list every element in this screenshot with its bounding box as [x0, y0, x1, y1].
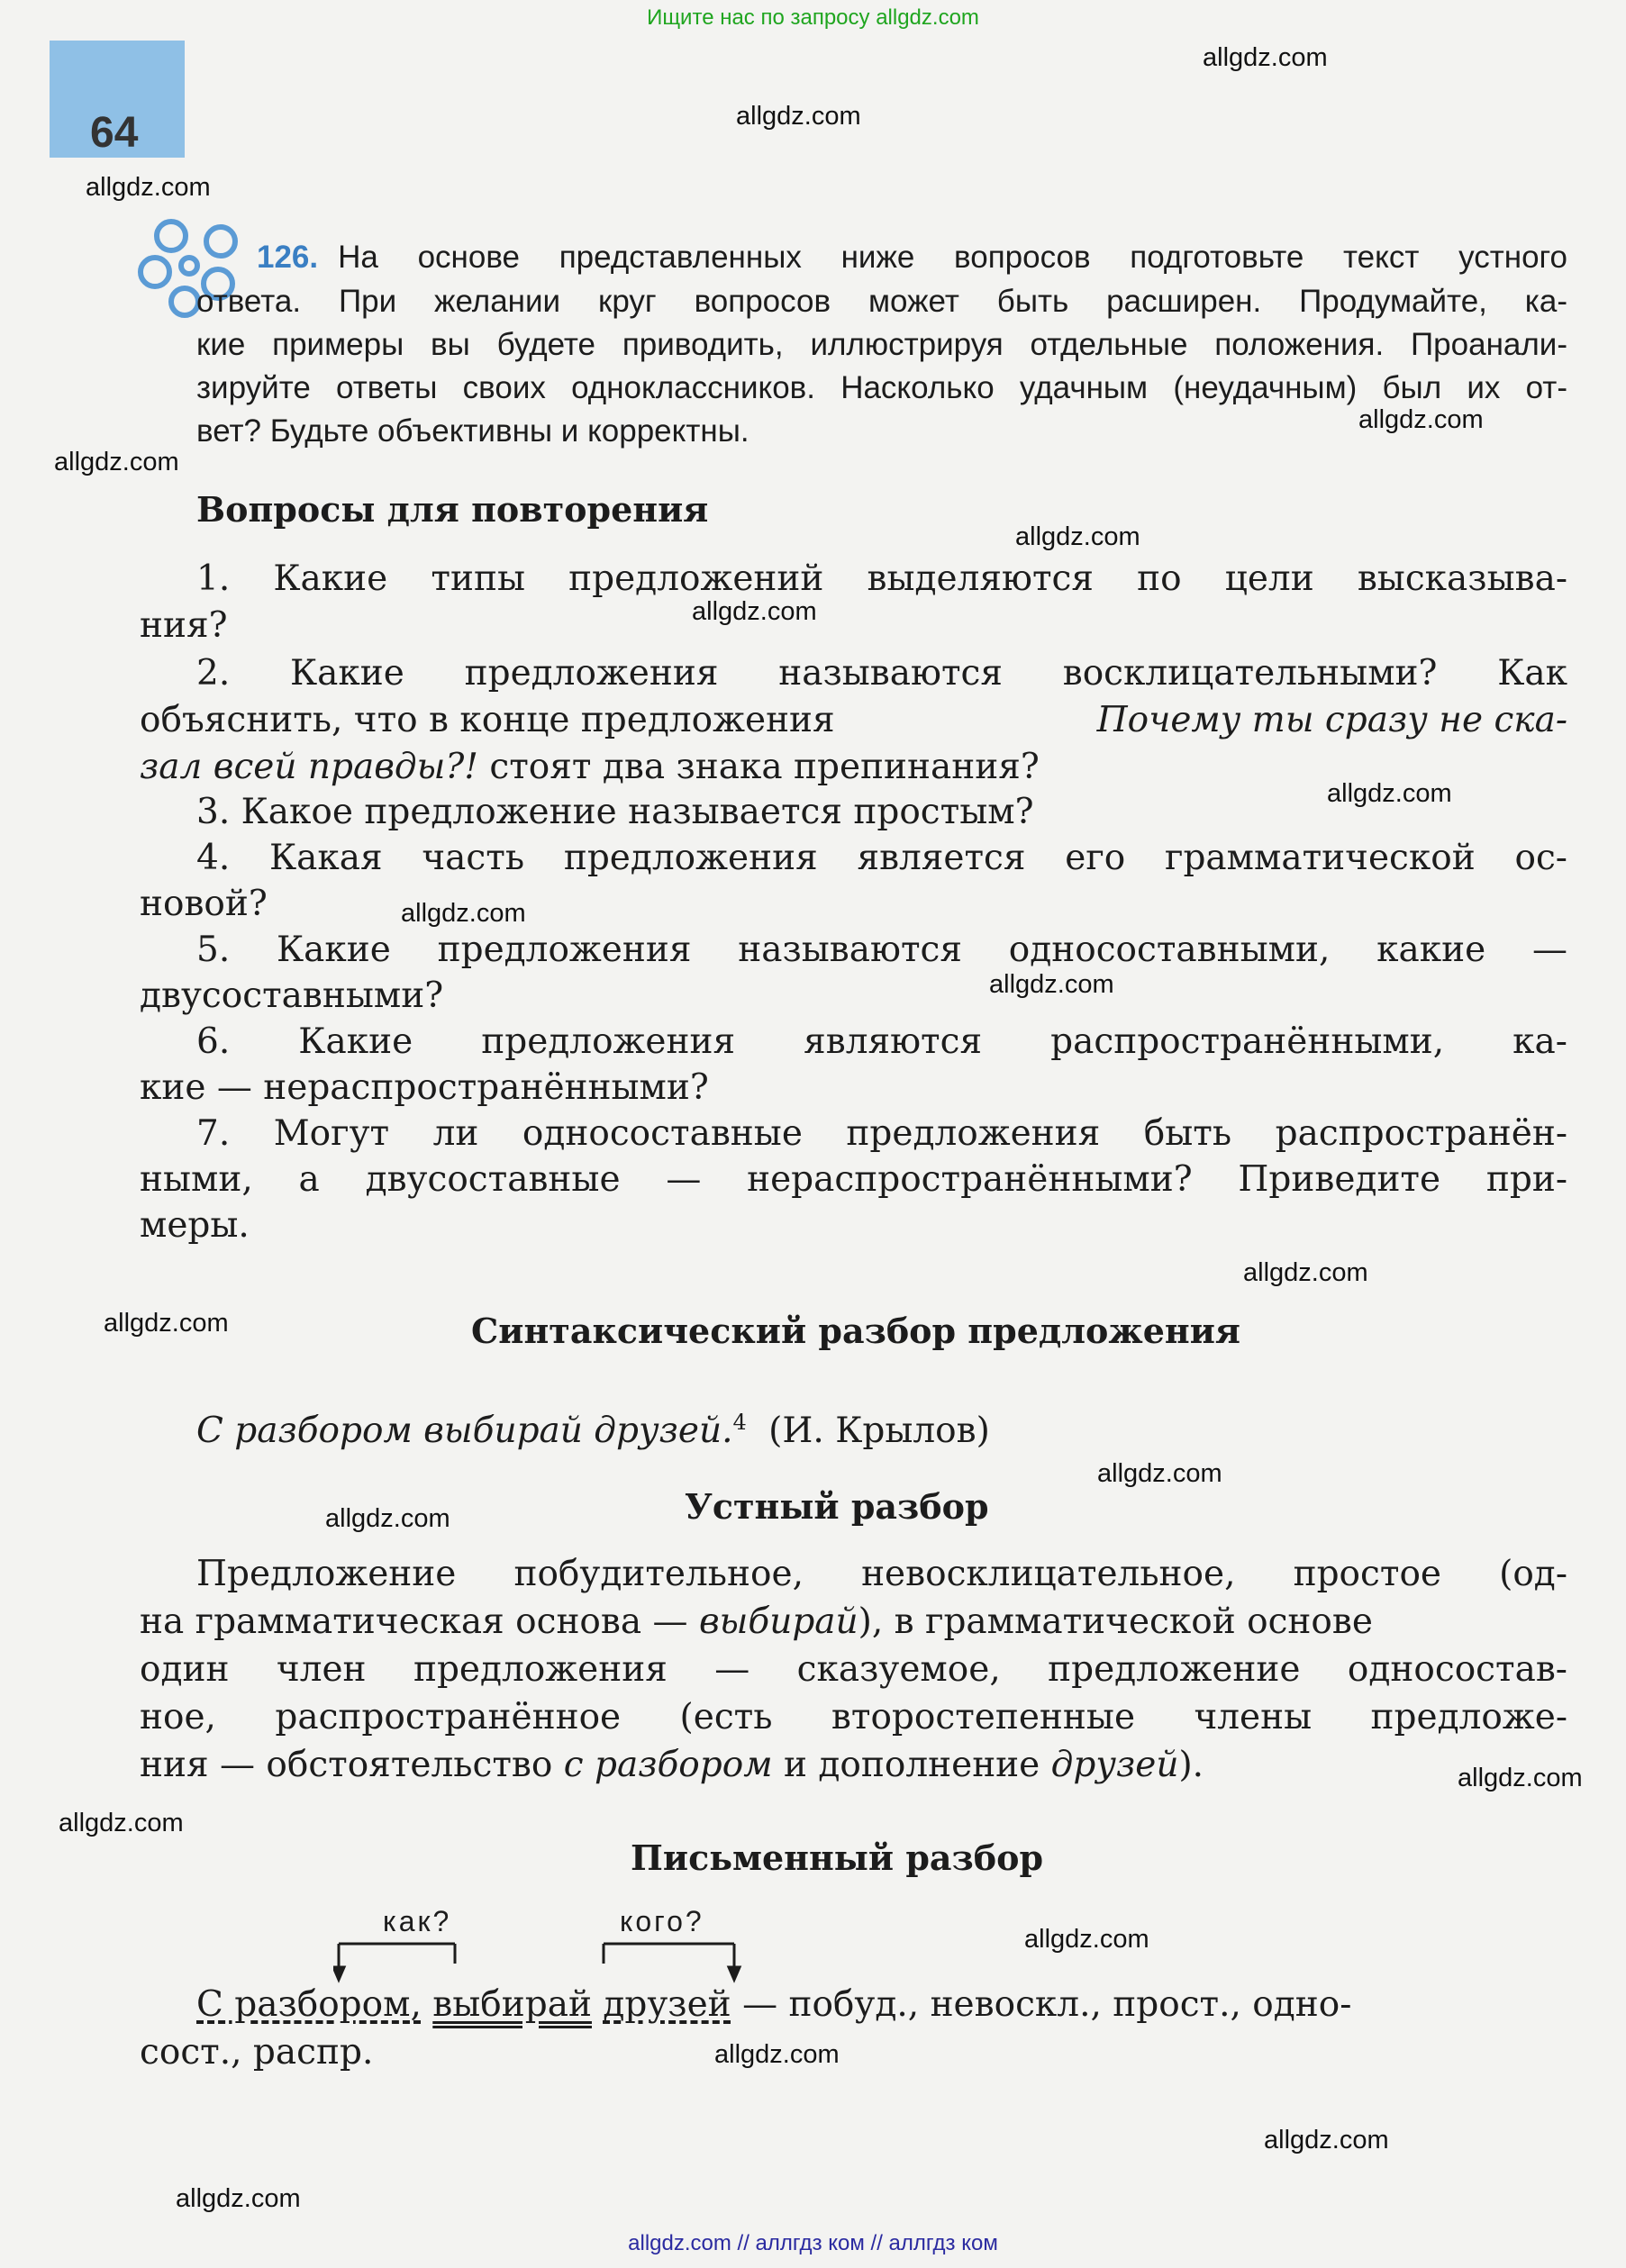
page-number: 64 — [90, 109, 139, 157]
object-word: друзей — [603, 1984, 731, 2025]
watermark[interactable]: allgdz.com — [1458, 1764, 1583, 1792]
question-whom: кого? — [620, 1905, 704, 1937]
exercise-text: кие примеры вы будете приводить, иллюстрируя отдельные положения. Проанали- — [196, 327, 1567, 362]
predicate-word: выбирай — [432, 1984, 592, 2025]
watermark[interactable]: allgdz.com — [176, 2184, 301, 2213]
question-text: объяснить, что в конце предложения — [140, 700, 835, 740]
oral-example: друзей — [1050, 1745, 1179, 1785]
oral-text: ния — обстоятельство — [140, 1745, 553, 1785]
question-line: ными, а двусоставные — нераспространёнными? Приведите при- — [140, 1159, 1567, 1200]
question-line: кие — нераспространёнными? — [140, 1067, 709, 1108]
questions-heading: Вопросы для повторения — [196, 489, 709, 530]
oral-text: ), в грамматической основе — [858, 1601, 1373, 1642]
watermark[interactable]: allgdz.com — [1264, 2126, 1389, 2155]
question-line — [140, 744, 1040, 791]
written-line: сост., распр. — [140, 2032, 374, 2073]
exercise-number: 126. — [257, 240, 319, 275]
question-example: Почему ты сразу не ска- — [1096, 700, 1567, 740]
question-line: 5. Какие предложения называются односоставными, какие — — [196, 930, 1567, 970]
oral-line: Предложение побудительное, невосклицательное, простое (од- — [196, 1554, 1567, 1594]
question-line: 4. Какая часть предложения является его грамматической ос- — [196, 838, 1567, 878]
question-example: зал всей правды?! — [140, 747, 478, 787]
question-line: 7. Могут ли односоставные предложения быть распространён- — [196, 1113, 1567, 1154]
watermark[interactable]: allgdz.com — [54, 448, 179, 476]
question-line: 1. Какие типы предложений выделяются по цели высказыва- — [196, 558, 1567, 599]
question-line — [140, 697, 1567, 744]
watermark[interactable]: allgdz.com — [736, 102, 861, 131]
watermark[interactable]: allgdz.com — [692, 597, 817, 626]
watermark[interactable]: allgdz.com — [1203, 43, 1328, 72]
oral-text: и дополнение — [783, 1745, 1040, 1785]
question-line: новой? — [140, 884, 268, 924]
watermark[interactable]: allgdz.com — [989, 970, 1114, 999]
watermark[interactable]: allgdz.com — [86, 173, 211, 202]
example-text: С разбором выбирай друзей. — [196, 1411, 733, 1451]
oral-text: на грамматическая основа — — [140, 1601, 688, 1642]
top-banner[interactable]: Ищите нас по запросу allgdz.com — [647, 5, 979, 30]
watermark[interactable]: allgdz.com — [401, 899, 526, 928]
example-sentence — [196, 1399, 990, 1455]
oral-heading: Устный разбор — [685, 1486, 989, 1527]
question-line: меры. — [140, 1205, 250, 1246]
oral-example: с разбором — [563, 1745, 773, 1785]
watermark[interactable]: allgdz.com — [1097, 1459, 1222, 1488]
question-line: 2. Какие предложения называются восклицательными? Как — [196, 653, 1567, 694]
exercise-line — [257, 236, 1567, 280]
written-line — [196, 1982, 1567, 2028]
watermark[interactable]: allgdz.com — [1243, 1258, 1368, 1287]
bottom-banner[interactable]: allgdz.com // аллгдз ком // аллгдз ком — [628, 2231, 998, 2255]
example-author: (И. Крылов) — [768, 1411, 990, 1451]
footnote-mark: 4 — [732, 1410, 747, 1435]
question-line: 3. Какое предложение называется простым? — [196, 792, 1034, 832]
exercise-text: вет? Будьте объективны и корректны. — [196, 413, 749, 449]
watermark[interactable]: allgdz.com — [1024, 1925, 1149, 1954]
syntax-heading: Синтаксический разбор предложения — [471, 1311, 1240, 1351]
watermark[interactable]: allgdz.com — [1015, 522, 1140, 551]
watermark[interactable]: allgdz.com — [59, 1809, 184, 1837]
oral-line: один член предложения — сказуемое, предложение односостав- — [140, 1649, 1567, 1690]
watermark[interactable]: allgdz.com — [1327, 779, 1452, 808]
exercise-text: ответа. При желании круг вопросов может быть расширен. Продумайте, ка- — [196, 284, 1567, 319]
question-line: ния? — [140, 605, 228, 646]
watermark[interactable]: allgdz.com — [714, 2040, 840, 2069]
oral-example: выбирай — [698, 1601, 858, 1642]
question-line: двусоставными? — [140, 975, 444, 1016]
adverbial-phrase: С разбором, — [196, 1984, 422, 2025]
oral-text: ). — [1178, 1745, 1204, 1785]
exercise-text: На основе представленных ниже вопросов подготовьте текст устного — [338, 240, 1567, 275]
oral-line — [140, 1742, 1204, 1789]
question-text: стоят два знака препинания? — [489, 747, 1040, 787]
oral-line: ное, распространённое (есть второстепенные члены предложе- — [140, 1697, 1567, 1737]
oral-line — [140, 1599, 1567, 1646]
exercise-text: зируйте ответы своих одноклассников. Насколько удачным (неудачным) был их от- — [196, 370, 1567, 405]
written-heading: Письменный разбор — [631, 1837, 1044, 1878]
question-how: как? — [383, 1905, 452, 1937]
watermark[interactable]: allgdz.com — [104, 1309, 229, 1338]
question-line: 6. Какие предложения являются распространёнными, ка- — [196, 1021, 1567, 1062]
watermark[interactable]: allgdz.com — [325, 1504, 450, 1533]
watermark[interactable]: allgdz.com — [1358, 405, 1484, 434]
written-text: — побуд., невоскл., прост., одно- — [742, 1984, 1352, 2025]
